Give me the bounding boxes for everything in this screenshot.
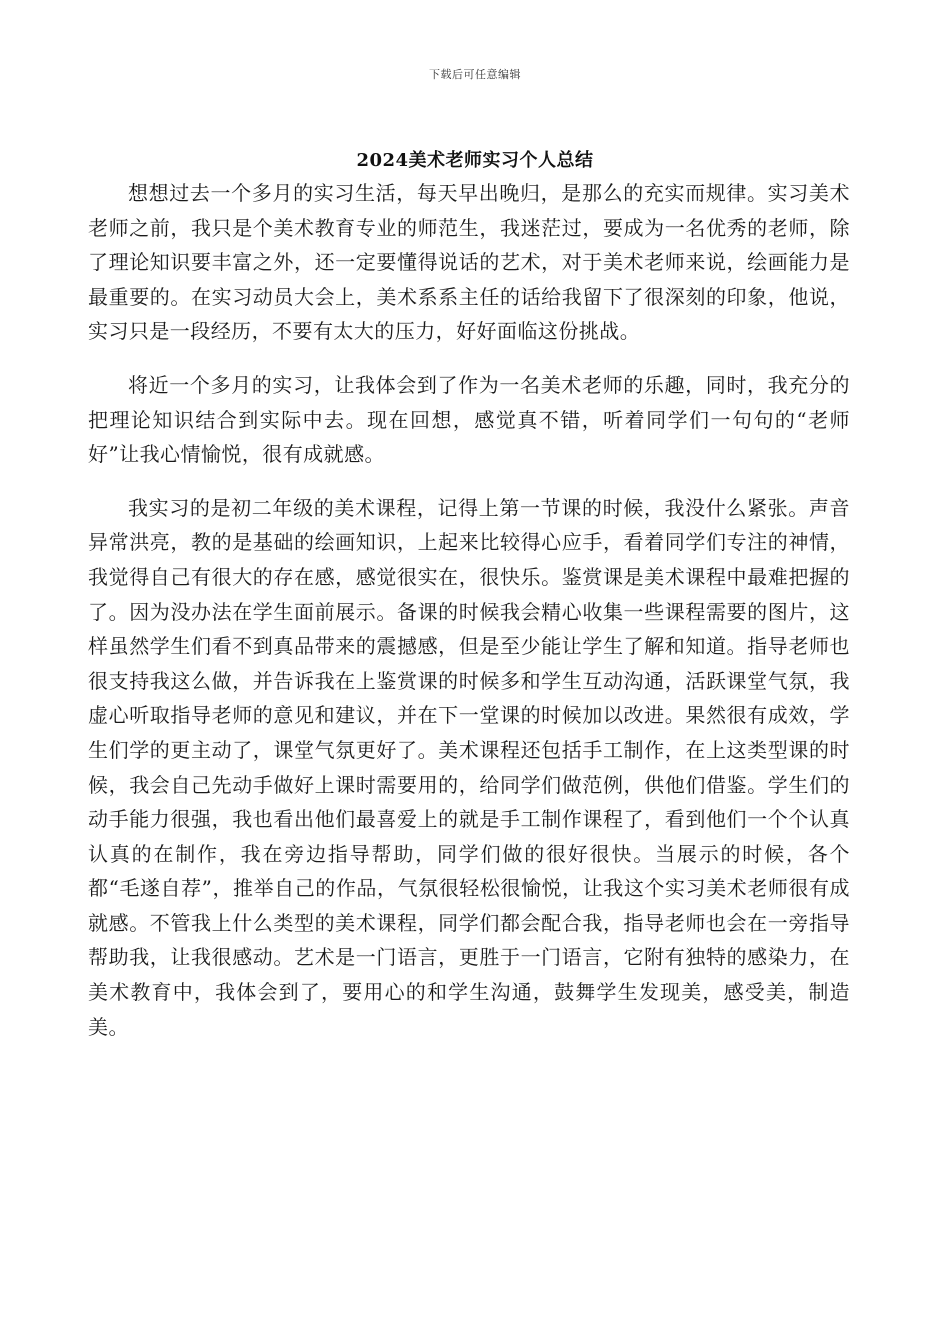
paragraph-2: 将近一个多月的实习，让我体会到了作为一名美术老师的乐趣，同时，我充分的把理论知识结合到实际中去。现在回想，感觉真不错，听着同学们一句句的“老师好”让我心情愉悦，很有成就感。: [88, 372, 850, 467]
document-title: 2024美术老师实习个人总结: [356, 150, 594, 171]
paragraph-1: 想想过去一个多月的实习生活，每天早出晚归，是那么的充实而规律。实习美术老师之前，我只是个美术教育专业的师范生，我迷茫过，要成为一名优秀的老师，除了理论知识要丰富之外，还一定要懂得说话的艺术，对于美术老师来说，绘画能力是最重要的。在实习动员大会上，美术系系主任的话给我留下了很深刻的印象，他说，实习只是一段经历，不要有太大的压力，好好面临这份挑战。: [88, 181, 850, 344]
document-body: [88, 176, 850, 1063]
header-note: 下载后可任意编辑: [429, 68, 521, 81]
paragraph-3: 我实习的是初二年级的美术课程，记得上第一节课的时候，我没什么紧张。声音异常洪亮，教的是基础的绘画知识，上起来比较得心应手，看着同学们专注的神情，我觉得自己有很大的存在感，感觉很实在，很快乐。鉴赏课是美术课程中最难把握的了。因为没办法在学生面前展示。备课的时候我会精心收集一些课程需要的图片，这样虽然学生们看不到真品带来的震撼感，但是至少能让学生了解和知道。指导老师也很支持我这么做，并告诉我在上鉴赏课的时候多和学生互动沟通，活跃课堂气氛，我虚心听取指导老师的意见和建议，并在下一堂课的时候加以改进。果然很有成效，学生们学的更主动了，课堂气氛更好了。美术课程还包括手工制作，在上这类型课的时候，我会自己先动手做好上课时需要用的，给同学们做范例，供他们借鉴。学生们的动手能力很强，我也看出他们最喜爱上的就是手工制作课程了，看到他们一个个认真认真的在制作，我在旁边指导帮助，同学们做的很好很快。当展示的时候，各个都“毛遂自荐”，推举自己的作品，气氛很轻松很愉悦，让我这个实习美术老师很有成就感。不管我上什么类型的美术课程，同学们都会配合我，指导老师也会在一旁指导帮助我，让我很感动。艺术是一门语言，更胜于一门语言，它附有独特的感染力，在美术教育中，我体会到了，要用心的和学生沟通，鼓舞学生发现美，感受美，制造美。: [88, 495, 850, 1039]
